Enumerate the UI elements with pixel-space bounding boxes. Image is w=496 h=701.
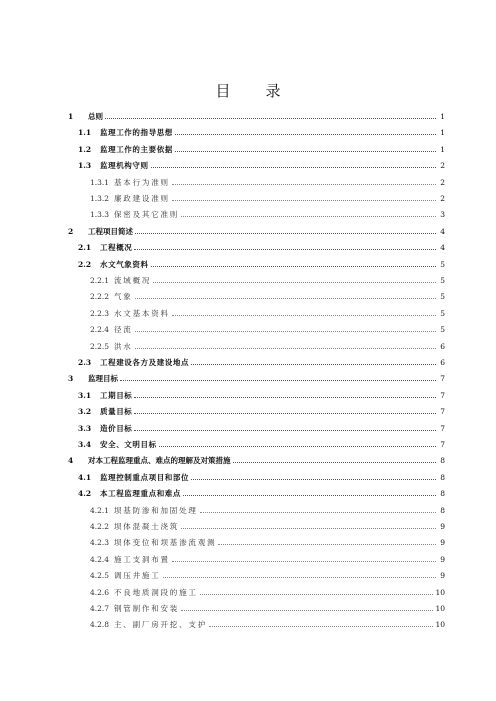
toc-entry[interactable]	[0, 240, 496, 252]
toc-entry[interactable]	[0, 535, 496, 547]
toc-entry-number: 3.4	[78, 440, 92, 449]
toc-entry-title: 施工支洞布置	[114, 554, 170, 564]
toc-entry-number: 4.2.3	[90, 538, 110, 548]
toc-entry-number: 4.1	[78, 472, 92, 482]
toc-entry-page: 8	[440, 505, 445, 515]
toc-leader-dots	[172, 314, 436, 316]
toc-entry[interactable]	[0, 175, 496, 187]
toc-entry-title: 监理工作的主要依据	[100, 144, 173, 154]
toc-entry-number: 2.2.3	[90, 308, 110, 318]
toc-entry-page: 8	[440, 472, 445, 482]
toc-entry-title: 本工程监理重点和难点	[100, 489, 181, 499]
toc-entry-page: 6	[440, 358, 445, 367]
toc-leader-dots	[105, 117, 436, 119]
toc-entry-page: 7	[440, 390, 445, 400]
toc-leader-dots	[183, 494, 436, 496]
page-title: 目 录	[215, 82, 291, 100]
toc-entry-title: 不良地质洞段的施工	[114, 587, 198, 597]
toc-entry-title: 监理控制重点项目和部位	[100, 472, 190, 482]
toc-entry-number: 2.2.1	[90, 276, 110, 285]
toc-entry[interactable]	[0, 158, 496, 170]
toc-entry-title: 对本工程监理重点、难点的理解及对策措施	[88, 456, 231, 466]
toc-entry-page: 7	[440, 374, 445, 384]
toc-entry[interactable]	[0, 257, 496, 269]
toc-entry-page: 7	[440, 440, 445, 449]
toc-entry[interactable]	[0, 306, 496, 318]
toc-entry-number: 4.2.8	[90, 620, 110, 630]
toc-entry-number: 2.3	[78, 358, 92, 367]
toc-entry-number: 4.2.1	[90, 505, 110, 515]
toc-entry[interactable]	[0, 470, 496, 482]
toc-leader-dots	[172, 560, 436, 562]
toc-entry-number: 1.3.3	[90, 210, 110, 220]
toc-entry[interactable]	[0, 191, 496, 203]
toc-leader-dots	[218, 543, 436, 545]
toc-entry[interactable]	[0, 421, 496, 433]
toc-entry[interactable]	[0, 503, 496, 515]
toc-entry-number: 2.2	[78, 259, 92, 269]
toc-entry-title: 气象	[114, 292, 133, 302]
toc-leader-dots	[175, 133, 436, 135]
toc-entry-page: 5	[440, 308, 445, 318]
toc-entry-title: 工程概况	[100, 243, 133, 253]
toc-entry-number: 2.2.5	[90, 341, 110, 351]
toc-leader-dots	[135, 347, 436, 349]
toc-entry-title: 监理机构守则	[100, 161, 149, 171]
toc-entry-title: 工程建设各方及建设地点	[100, 358, 190, 367]
toc-entry-number: 1.2	[78, 144, 92, 154]
toc-entry[interactable]	[0, 207, 496, 219]
toc-entry-page: 10	[435, 604, 445, 613]
toc-entry-title: 坝基防渗和加固处理	[114, 505, 198, 515]
toc-entry-page: 9	[440, 522, 445, 531]
toc-entry-title: 调压井施工	[114, 571, 161, 581]
toc-entry-number: 1.3	[78, 161, 92, 171]
toc-entry[interactable]	[0, 355, 496, 367]
toc-entry-page: 5	[440, 276, 445, 285]
toc-entry-title: 洪水	[114, 341, 133, 351]
toc-entry-title: 工程项目简述	[88, 226, 133, 236]
toc-leader-dots	[181, 609, 433, 611]
toc-entry-number: 2.1	[78, 243, 92, 253]
toc-entry-page: 1	[440, 112, 445, 121]
toc-entry-page: 7	[440, 407, 445, 417]
toc-entry-page: 3	[440, 210, 445, 220]
toc-leader-dots	[191, 363, 436, 365]
toc-entry-page: 1	[440, 144, 445, 154]
toc-entry-number: 4.2.4	[90, 554, 110, 564]
toc-entry-number: 4.2.5	[90, 571, 110, 581]
toc-entry-page: 9	[440, 538, 445, 548]
toc-entry-number: 4.2	[78, 489, 92, 499]
toc-entry-page: 7	[440, 423, 445, 433]
toc-entry[interactable]	[0, 552, 496, 564]
toc-entry-title: 基本行为准则	[114, 177, 170, 187]
toc-leader-dots	[172, 183, 436, 185]
toc-entry-title: 监理目标	[88, 374, 118, 384]
toc-entry[interactable]	[0, 273, 496, 285]
toc-entry-number: 1	[68, 112, 74, 121]
toc-entry-number: 4.2.7	[90, 604, 110, 613]
toc-entry-title: 总则	[88, 112, 103, 121]
toc-entry-number: 3.2	[78, 407, 92, 417]
toc-entry-page: 2	[440, 161, 445, 171]
toc-entry[interactable]	[0, 486, 496, 498]
toc-entry-page: 8	[440, 489, 445, 499]
toc-entry-page: 5	[440, 292, 445, 302]
toc-entry-number: 1.1	[78, 128, 92, 138]
toc-entry[interactable]	[0, 388, 496, 400]
toc-entry-title: 水文基本资料	[114, 308, 170, 318]
toc-entry-title: 安全、文明目标	[100, 440, 157, 449]
toc-leader-dots	[163, 576, 437, 578]
toc-entry[interactable]	[0, 453, 496, 465]
toc-entry-number: 4.2.2	[90, 522, 110, 531]
toc-entry-page: 5	[440, 325, 445, 335]
toc-leader-dots	[200, 511, 436, 513]
toc-entry-title: 主、副厂房开挖、支护	[114, 620, 207, 630]
toc-entry-title: 坝体变位和坝基渗流观测	[114, 538, 217, 548]
toc-entry-page: 4	[440, 243, 445, 253]
toc-entry[interactable]	[0, 339, 496, 351]
toc-leader-dots	[134, 396, 436, 398]
toc-leader-dots	[134, 248, 436, 250]
toc-leader-dots	[151, 265, 436, 267]
toc-entry-page: 9	[440, 571, 445, 581]
toc-entry-page: 10	[435, 620, 445, 630]
toc-leader-dots	[233, 461, 437, 463]
toc-entry-number: 4.2.6	[90, 587, 110, 597]
toc-leader-dots	[134, 412, 436, 414]
toc-leader-dots	[209, 625, 433, 627]
toc-entry-number: 3.1	[78, 390, 92, 400]
toc-entry[interactable]	[0, 437, 496, 449]
toc-entry-title: 廉政建设准则	[114, 194, 170, 203]
toc-entry-number: 1.3.2	[90, 194, 110, 203]
toc-entry-page: 6	[440, 341, 445, 351]
toc-entry[interactable]	[0, 125, 496, 137]
toc-entry-page: 8	[440, 456, 445, 466]
toc-leader-dots	[135, 330, 436, 332]
toc-entry-title: 造价目标	[100, 423, 133, 433]
toc-entry-title: 径流	[114, 325, 133, 335]
toc-entry[interactable]	[0, 142, 496, 154]
toc-entry[interactable]	[0, 585, 496, 597]
toc-entry-number: 1.3.1	[90, 177, 110, 187]
toc-leader-dots	[181, 215, 436, 217]
toc-entry-page: 10	[435, 587, 445, 597]
toc-entry-title: 保密及其它准则	[114, 210, 180, 220]
toc-leader-dots	[120, 379, 436, 381]
toc-entry-title: 质量目标	[100, 407, 133, 417]
toc-entry-page: 2	[440, 177, 445, 187]
toc-entry-title: 钢管制作和安装	[114, 604, 180, 613]
toc-entry[interactable]	[0, 289, 496, 301]
toc-entry[interactable]	[0, 519, 496, 531]
toc-entry-page: 2	[440, 194, 445, 203]
toc-entry[interactable]	[0, 109, 496, 121]
toc-entry-title: 流域概况	[114, 276, 152, 285]
toc-entry-number: 3	[68, 374, 74, 384]
toc-entry-title: 监理工作的指导思想	[100, 128, 173, 138]
toc-entry[interactable]	[0, 568, 496, 580]
toc-leader-dots	[175, 150, 436, 152]
toc-entry[interactable]	[0, 224, 496, 236]
toc-leader-dots	[159, 445, 436, 447]
toc-entry-title: 工期目标	[100, 390, 133, 400]
toc-entry-title: 水文气象资料	[100, 259, 149, 269]
toc-entry-page: 9	[440, 554, 445, 564]
toc-leader-dots	[134, 429, 436, 431]
toc-entry-number: 2.2.2	[90, 292, 110, 302]
toc-leader-dots	[191, 478, 436, 480]
toc-leader-dots	[200, 593, 433, 595]
toc-entry-number: 2.2.4	[90, 325, 110, 335]
toc-leader-dots	[151, 166, 436, 168]
toc-leader-dots	[135, 297, 436, 299]
toc-leader-dots	[153, 281, 436, 283]
toc-entry[interactable]	[0, 617, 496, 629]
toc-leader-dots	[135, 232, 436, 234]
toc-entry-number: 4	[68, 456, 74, 466]
toc-entry[interactable]	[0, 601, 496, 613]
toc-entry[interactable]	[0, 404, 496, 416]
toc-leader-dots	[181, 527, 436, 529]
toc-entry-page: 1	[440, 128, 445, 138]
toc-entry[interactable]	[0, 371, 496, 383]
toc-entry-page: 5	[440, 259, 445, 269]
toc-entry-page: 4	[440, 226, 445, 236]
toc-entry-number: 3.3	[78, 423, 92, 433]
toc-entry-title: 坝体混凝土浇筑	[114, 522, 180, 531]
toc-leader-dots	[172, 199, 436, 201]
toc-entry-number: 2	[68, 226, 74, 236]
toc-entry[interactable]	[0, 322, 496, 334]
